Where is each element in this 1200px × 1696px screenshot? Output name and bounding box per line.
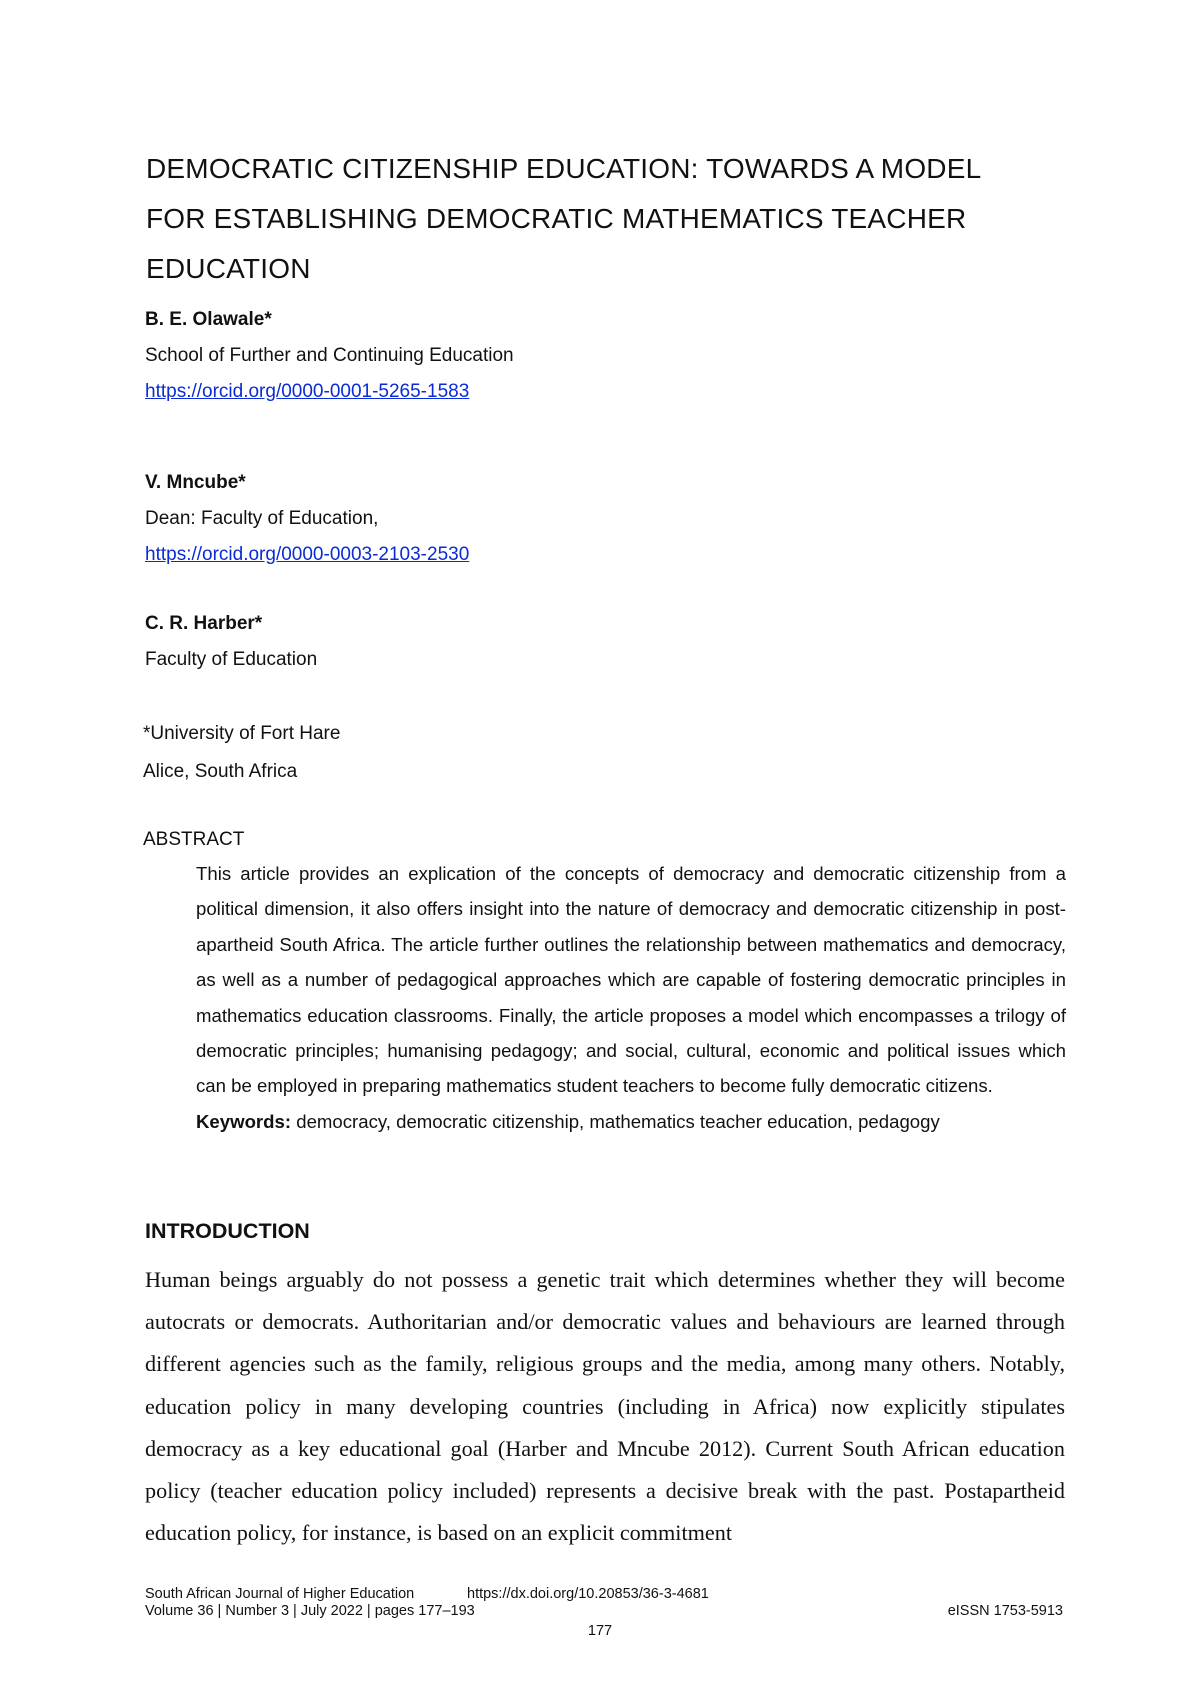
introduction-text: Human beings arguably do not possess a genetic trait which determines whether they will become autocrats or democrats. Authoritarian and/or democratic values and behaviours are learned through different agencies such as the family, religious groups and the media, among many others. Notably, education policy in many developing countries (including in Africa) now explicitly stipulates democracy as a key educational goal (Harber and Mncube 2012). Current South African education policy (teacher education policy included) represents a decisive break with the past. Postapartheid education policy, for instance, is based on an explicit commitment [145,1267,1065,1546]
institution-block [143,715,340,791]
author-affiliation: Dean: Faculty of Education, [145,508,379,529]
page-number: 177 [587,1623,613,1639]
title-line-3: EDUCATION [146,253,311,284]
author-harber [145,606,845,678]
orcid-link[interactable]: https://orcid.org/0000-0001-5265-1583 [145,381,470,402]
author-olawale [145,302,845,410]
orcid-link[interactable]: https://orcid.org/0000-0003-2103-2530 [145,544,470,565]
abstract-heading: ABSTRACT [143,829,245,850]
volume-info: Volume 36 | Number 3 | July 2022 | pages 177–193 [145,1603,475,1619]
introduction-heading: INTRODUCTION [145,1219,310,1243]
author-name: V. Mncube* [145,472,246,493]
journal-name: South African Journal of Higher Education [145,1586,415,1602]
page-footer [145,1586,1065,1620]
abstract-body [196,856,1066,1139]
university-name: *University of Fort Hare [143,723,341,744]
author-mncube [145,465,845,573]
doi-link[interactable]: https://dx.doi.org/10.20853/36-3-4681 [467,1586,709,1602]
author-name: B. E. Olawale* [145,309,272,330]
abstract-text: This article provides an explication of the concepts of democracy and democratic citizenship from a political dimension, it also offers insight into the nature of democracy and democratic citizenship in post-apartheid South Africa. The article further outlines the relationship between mathematics and democracy, as well as a number of pedagogical approaches which are capable of fostering democratic principles in mathematics education classrooms. Finally, the article proposes a model which encompasses a trilogy of democratic principles; humanising pedagogy; and social, cultural, economic and political issues which can be employed in preparing mathematics student teachers to become fully democratic citizens. [196,863,1066,1097]
author-name: C. R. Harber* [145,613,263,634]
title-line-1: DEMOCRATIC CITIZENSHIP EDUCATION: TOWARDS A MODEL [146,153,982,184]
university-location: Alice, South Africa [143,761,298,782]
keywords-list: democracy, democratic citizenship, mathematics teacher education, pedagogy [296,1110,940,1132]
author-affiliation: Faculty of Education [145,649,318,670]
eissn: eISSN 1753-5913 [947,1603,1063,1619]
title-line-2: FOR ESTABLISHING DEMOCRATIC MATHEMATICS TEACHER [146,203,967,234]
keywords-label: Keywords: [196,1110,292,1132]
article-title [146,144,1076,294]
keywords-line [196,1104,1066,1139]
author-affiliation: School of Further and Continuing Education [145,345,514,366]
